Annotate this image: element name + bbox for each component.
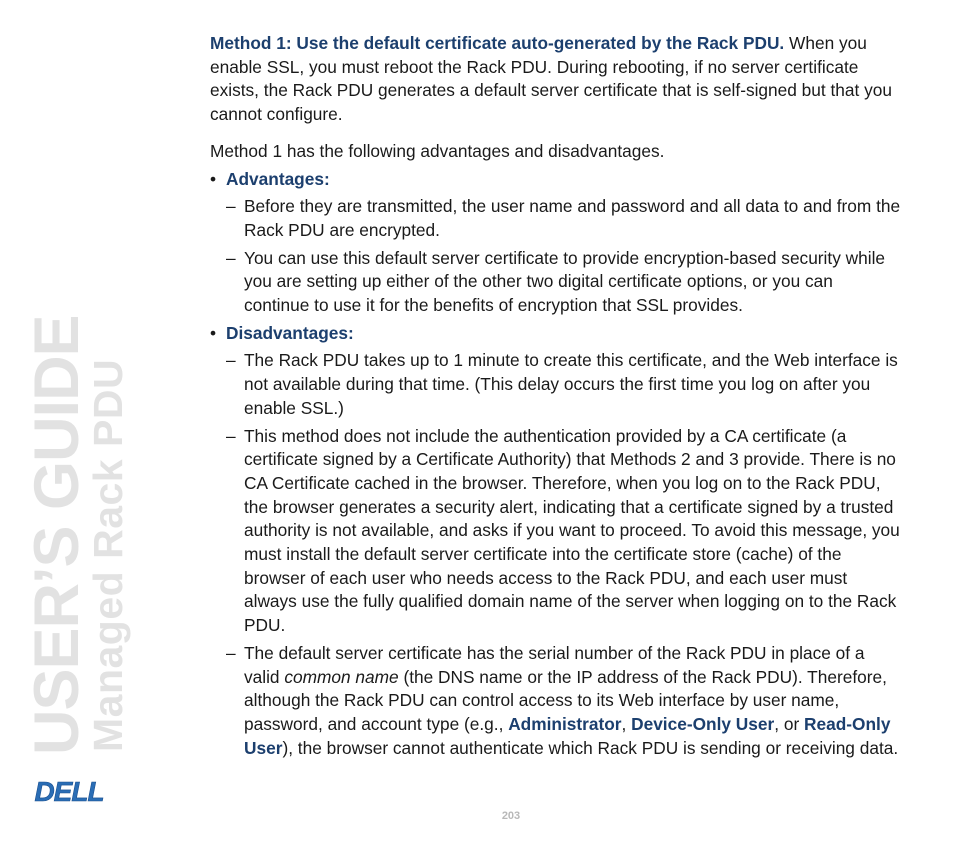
intro-text: Method 1 has the following advantages and disadvantages.	[210, 140, 665, 161]
dash-mark: –	[226, 350, 236, 371]
disadvantage-item-1: The Rack PDU takes up to 1 minute to create this certificate, and the Web interface is not available during that time. (This delay occurs the first time you log on after you enable SSL.)	[244, 350, 898, 418]
method1-heading: Method 1: Use the default certificate auto-generated by the Rack PDU.	[210, 33, 785, 53]
bullet-mark: •	[210, 322, 217, 343]
method1-body: When you enable SSL, you must reboot the Rack PDU. During rebooting, if no server certificate exists, the Rack PDU generates a default server certificate that is self-signed but that you cannot configure.	[210, 33, 892, 125]
disadvantages-bullet	[210, 322, 902, 346]
common-name-term: common name	[284, 666, 399, 687]
list-item	[210, 349, 902, 420]
dash-mark: –	[226, 425, 236, 446]
read-only-user-term: Read-Only User	[244, 713, 891, 758]
dell-logo	[26, 778, 112, 806]
page-number: 203	[501, 810, 521, 822]
sidebar-guide-title: USER’S GUIDE	[22, 315, 92, 755]
method1-paragraph	[210, 32, 902, 127]
administrator-term: Administrator	[508, 713, 622, 734]
advantages-bullet	[210, 168, 902, 192]
list-item	[210, 642, 902, 761]
disadvantage-item-2: This method does not include the authentication provided by a CA certificate (a certificate signed by a Certificate Authority) that Methods 2 and 3 provide. There is no CA Certificate cached in the browser. Therefore, when you log on to the Rack PDU, the browser generates a security alert, indicating that a certificate signed by a trusted authority is not available, and asks if you want to proceed. To avoid this message, you must install the default server certificate into the certificate store (cache) of the browser of each user who needs access to the Rack PDU, and each user must always use the fully qualified domain name of the server when logging on to the Rack PDU.	[244, 425, 900, 636]
svg-text:DELL: DELL	[34, 778, 104, 806]
page-content	[210, 32, 902, 760]
bullet-mark: •	[210, 168, 217, 189]
list-item	[210, 195, 902, 242]
sidebar-product-title: Managed Rack PDU	[85, 358, 131, 752]
item3-sep-2: , or	[774, 713, 805, 734]
dash-mark: –	[226, 642, 236, 663]
advantage-item-2: You can use this default server certificate to provide encryption-based security while you are setting up either of the other two digital certificate options, or you can continue to use it for the benefits of encryption that SSL provides.	[244, 247, 886, 316]
item3-text-3: ), the browser cannot authenticate which Rack PDU is sending or receiving data.	[282, 737, 899, 758]
disadvantage-item-3	[244, 642, 902, 761]
dash-mark: –	[226, 196, 236, 217]
list-item	[210, 425, 902, 638]
advantages-label: Advantages:	[226, 168, 330, 189]
disadvantages-label: Disadvantages:	[226, 322, 354, 343]
device-only-user-term: Device-Only User	[631, 713, 775, 734]
advantage-item-1: Before they are transmitted, the user name and password and all data to and from the Rack PDU are encrypted.	[244, 196, 901, 240]
list-item	[210, 247, 902, 318]
dash-mark: –	[226, 247, 236, 268]
item3-sep-1: ,	[621, 713, 632, 734]
item3-text-1: The default server certificate has the serial number of the Rack PDU in place of a valid	[244, 642, 865, 687]
item3-text-2: (the DNS name or the IP address of the Rack PDU). Therefore, although the Rack PDU can control access to its Web interface by user name, password, and account type (e.g.,	[244, 666, 887, 734]
